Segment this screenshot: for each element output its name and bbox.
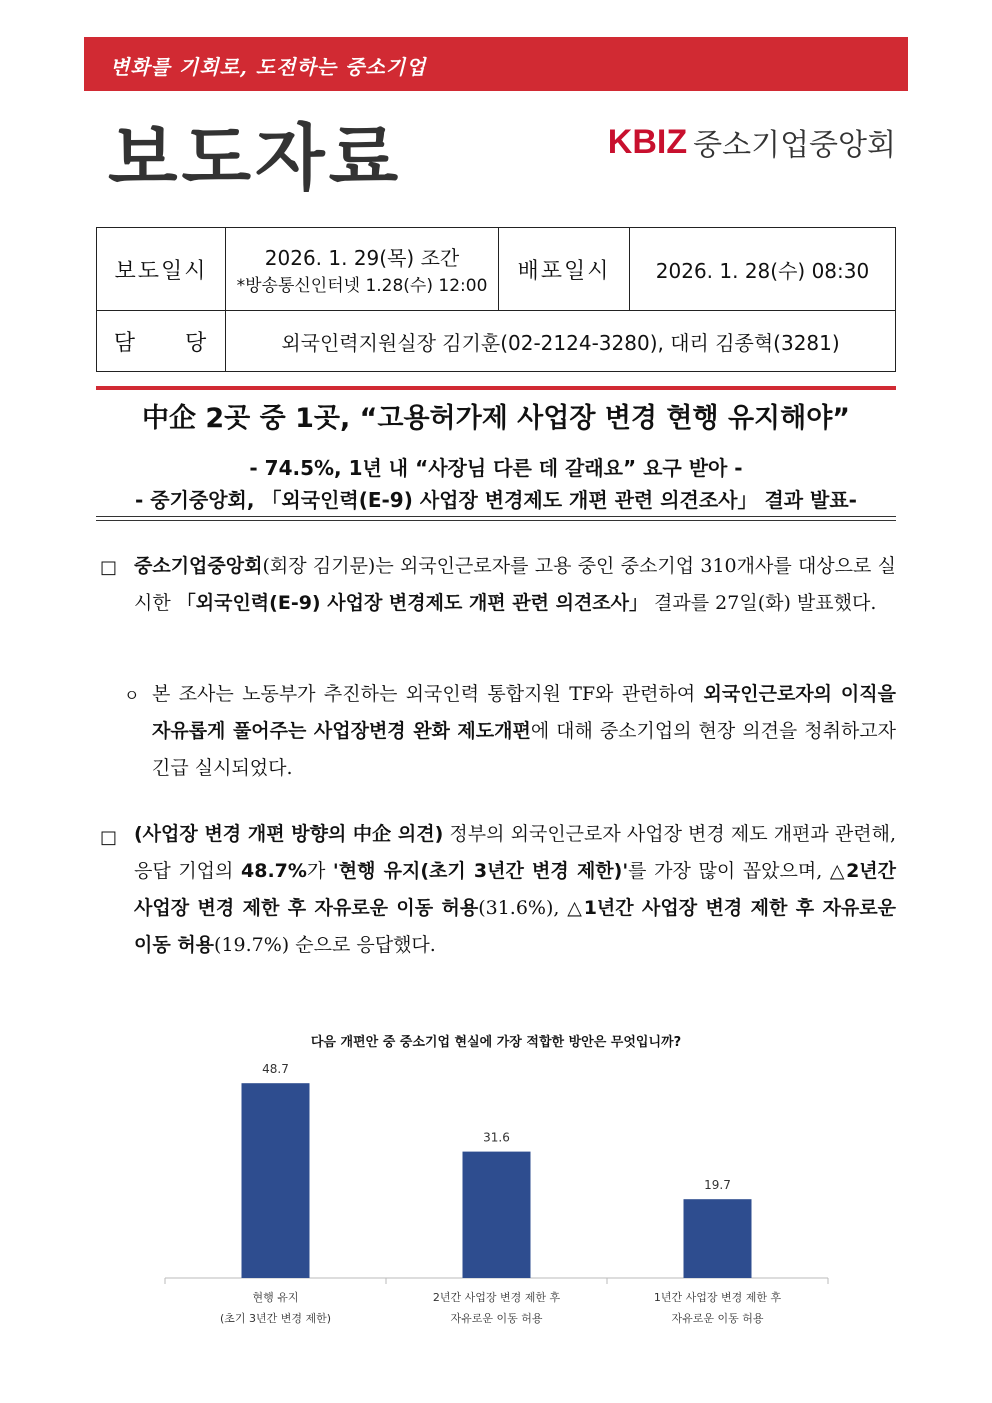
subheadline-1: - 74.5%, 1년 내 “사장님 다른 데 갈래요” 요구 받아 - — [249, 456, 743, 480]
release-info-table — [96, 227, 896, 372]
survey-bar-chart — [150, 1060, 850, 1350]
report-note: *방송통신인터넷 1.28(수) 12:00 — [236, 276, 488, 296]
category-label: 자유로운 이동 허용 — [671, 1312, 764, 1325]
category-label: 2년간 사업장 변경 제한 후 — [432, 1291, 561, 1304]
double-rule — [96, 516, 896, 521]
contact-info: 외국인력지원실장 김기훈(02-2124-3280), 대리 김종혁(3281) — [226, 311, 896, 372]
slogan-text: 변화를 기회로, 도전하는 중소기업 — [110, 55, 427, 79]
report-date-cell — [226, 228, 499, 311]
logo-brand: KBIZ — [607, 122, 688, 161]
category-label: (초기 3년간 변경 제한) — [219, 1312, 332, 1325]
logo-org: 중소기업중앙회 — [693, 128, 896, 163]
slogan-banner — [84, 37, 908, 91]
report-date: 2026. 1. 29(목) 조간 — [264, 246, 460, 270]
paragraph-2: 본 조사는 노동부가 추진하는 외국인력 통합지원 TF와 관련하여 외국인근로자의 이직을 자유롭게 풀어주는 사업장변경 완화 제도개편에 대해 중소기업의 현장 의견을 청취하고자 긴급 실시되었다. — [152, 683, 897, 779]
release-date-label: 배포일시 — [499, 228, 630, 311]
square-bullet: □ — [100, 557, 118, 578]
paragraph-3: (사업장 변경 개편 방향의 中企 의견) 정부의 외국인근로자 사업장 변경 제도 개편과 관련해, 응답 기업의 48.7%가 '현행 유지(초기 3년간 변경 제한)'를 가장 많이 꼽았으며, △2년간 사업장 변경 제한 후 자유로운 이동 허용(31.6%), △1년간 사업장 변경 제한 후 자유로운 이동 허용(19.7%) 순으로 응답했다. — [134, 823, 896, 956]
chart-title: 다음 개편안 중 중소기업 현실에 가장 적합한 방안은 무엇입니까? — [310, 1035, 682, 1050]
report-date-label: 보도일시 — [97, 228, 226, 311]
headline: 中企 2곳 중 1곳, “고용허가제 사업장 변경 현행 유지해야” — [141, 403, 851, 434]
data-label: 48.7 — [262, 1062, 289, 1077]
data-label: 19.7 — [704, 1178, 731, 1193]
bar — [684, 1199, 752, 1278]
subheadline-2: - 중기중앙회, 「외국인력(E-9) 사업장 변경제도 개편 관련 의견조사」 결과 발표- — [135, 488, 857, 512]
bar — [463, 1152, 531, 1278]
category-label: 1년간 사업장 변경 제한 후 — [653, 1291, 782, 1304]
doc-title: 보도자료 — [108, 116, 403, 200]
release-date: 2026. 1. 28(수) 08:30 — [630, 228, 896, 311]
square-bullet: □ — [100, 827, 118, 848]
circle-bullet: ㅇ — [124, 686, 140, 705]
bar — [242, 1083, 310, 1278]
headline-rule — [96, 386, 896, 390]
data-label: 31.6 — [483, 1130, 510, 1145]
category-label: 현행 유지 — [252, 1291, 299, 1304]
kbiz-logo — [608, 120, 896, 164]
category-label: 자유로운 이동 허용 — [450, 1312, 543, 1325]
paragraph-1: 중소기업중앙회(회장 김기문)는 외국인근로자를 고용 중인 중소기업 310개사를 대상으로 실시한 「외국인력(E-9) 사업장 변경제도 개편 관련 의견조사」 결과를 27일(화) 발표했다. — [134, 555, 896, 614]
contact-label: 담 당 — [97, 311, 226, 372]
